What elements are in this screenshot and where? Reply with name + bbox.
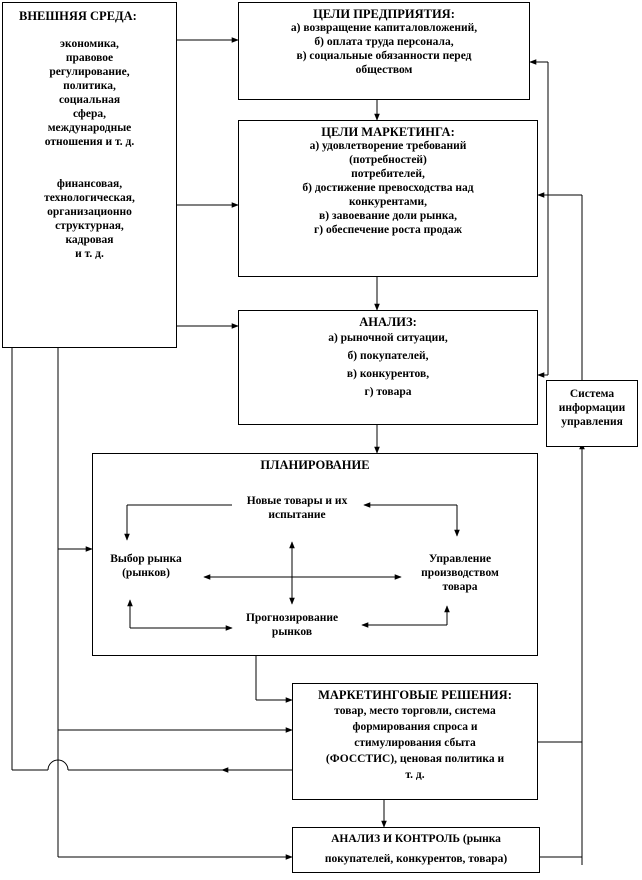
analysis-title: АНАЛИЗ:	[359, 315, 417, 329]
planning-market-forecasting: Прогнозирование рынков	[245, 612, 339, 638]
company-goals-title: ЦЕЛИ ПРЕДПРИЯТИЯ:	[313, 7, 455, 21]
planning-title: ПЛАНИРОВАНИЕ	[260, 458, 370, 472]
analysis-control-box: АНАЛИЗ И КОНТРОЛЬ (рынка покупателей, конкурентов, товара)	[292, 827, 540, 873]
company-goals-box: ЦЕЛИ ПРЕДПРИЯТИЯ: а) возвращение капиталовложений, б) оплата труда персонала, в) социальные обязанности перед обществом	[238, 2, 530, 100]
external-factors-group1: экономика, правовое регулирование, политика, социальная сфера, международные отношения и т. д.	[44, 38, 135, 148]
analysis-box: АНАЛИЗ: а) рыночной ситуации, б) покупателей, в) конкурентов, г) товара	[238, 310, 538, 425]
marketing-goals-box: ЦЕЛИ МАРКЕТИНГА: а) удовлетворение требований (потребностей) потребителей, б) достижение превосходства над конкурентами, в) завоевание доли рынка, г) обеспечение роста продаж	[238, 120, 538, 277]
planning-market-choice: Выбор рынка (рынков)	[110, 553, 182, 579]
planning-new-products: Новые товары и их испытание	[246, 495, 348, 521]
planning-production-management: Управление производством товара	[421, 553, 499, 593]
external-factors-group2: финансовая, технологическая, организационно структурная, кадровая и т. д.	[44, 178, 135, 260]
marketing-decisions-box: МАРКЕТИНГОВЫЕ РЕШЕНИЯ: товар, место торговли, система формирования спроса и стимулирования сбыта (ФОССТИС), ценовая политика и т. д.	[292, 683, 538, 800]
marketing-goals-title: ЦЕЛИ МАРКЕТИНГА:	[321, 125, 455, 139]
external-environment-box	[2, 2, 177, 348]
external-environment-title: ВНЕШНЯЯ СРЕДА:	[19, 9, 137, 23]
mis-box: Система информации управления	[546, 380, 638, 447]
marketing-decisions-title: МАРКЕТИНГОВЫЕ РЕШЕНИЯ:	[318, 688, 512, 702]
